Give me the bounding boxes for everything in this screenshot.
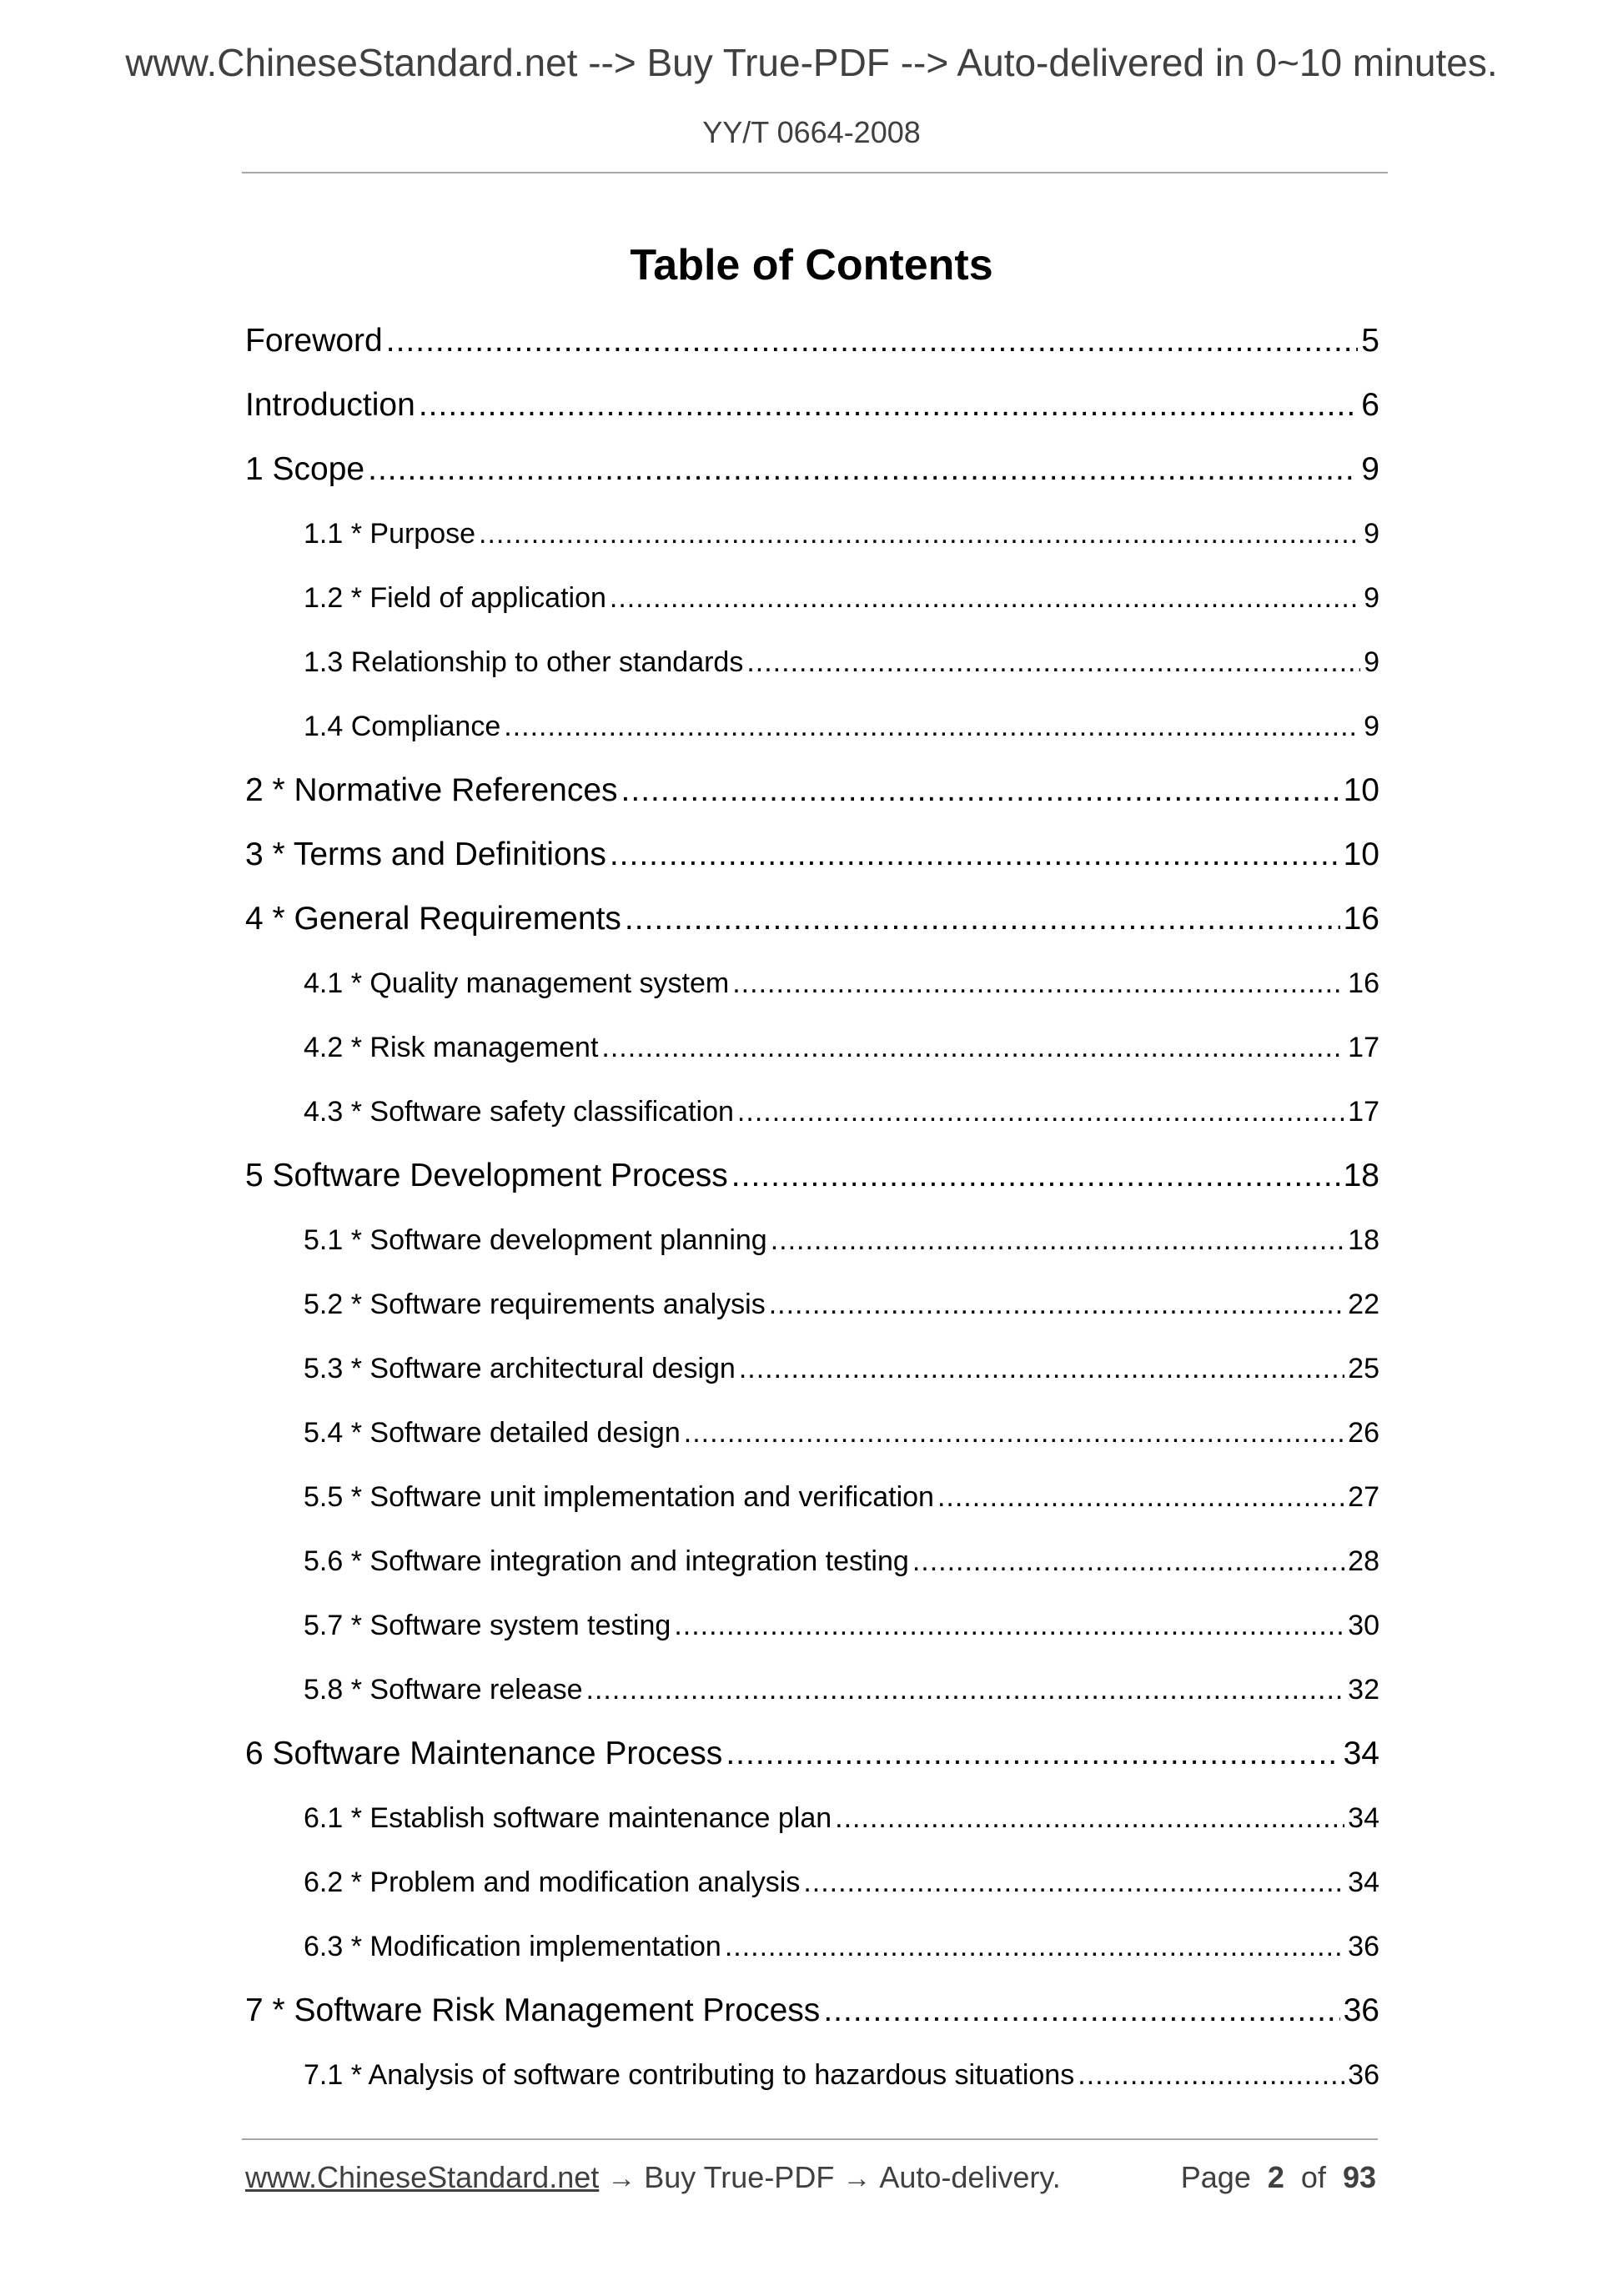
dot-leader	[610, 570, 1360, 625]
toc-entry-page: 9	[1361, 451, 1379, 487]
toc-entry[interactable]	[245, 1726, 1379, 1791]
dot-leader	[726, 1726, 1339, 1781]
toc-entry-label: 1.1 * Purpose	[304, 518, 476, 550]
top-banner: www.ChineseStandard.net --> Buy True-PDF --> Auto-delivered in 0~10 minutes.	[125, 41, 1498, 84]
toc-entry[interactable]	[245, 1148, 1379, 1213]
footer-promo	[245, 2160, 1061, 2195]
toc-entry-label: 6.2 * Problem and modification analysis	[304, 1866, 801, 1898]
toc-subentry[interactable]	[245, 2047, 1379, 2112]
toc-entry-label: 1.4 Compliance	[304, 711, 501, 742]
toc-entry-label: 5 Software Development Process	[245, 1158, 728, 1193]
dot-leader	[1078, 2047, 1344, 2103]
toc-entry-label: 6.1 * Establish software maintenance plan	[304, 1802, 832, 1834]
toc-entry-page: 17	[1348, 1096, 1379, 1128]
toc-entry-label: 2 * Normative References	[245, 772, 618, 808]
dot-leader	[674, 1598, 1344, 1653]
dot-leader	[739, 1341, 1344, 1396]
dot-leader	[823, 1983, 1339, 2038]
toc-subentry[interactable]	[245, 1277, 1379, 1341]
toc-entry-page: 16	[1348, 967, 1379, 999]
toc-entry-page: 34	[1348, 1866, 1379, 1898]
dot-leader	[731, 1148, 1340, 1203]
toc-entry-label: 1 Scope	[245, 451, 365, 487]
toc-subentry[interactable]	[245, 635, 1379, 699]
toc-entry-label: 1.3 Relationship to other standards	[304, 646, 744, 678]
toc-entry[interactable]	[245, 1983, 1379, 2047]
toc-entry-label: 7 * Software Risk Management Process	[245, 1992, 821, 2028]
delivery-text: Auto-delivery.	[879, 2160, 1061, 2194]
toc-entry-page: 9	[1364, 582, 1379, 614]
dot-leader	[625, 892, 1340, 947]
toc-entry-label: 1.2 * Field of application	[304, 582, 606, 614]
toc-subentry[interactable]	[245, 1598, 1379, 1662]
toc-subentry[interactable]	[245, 1470, 1379, 1534]
page-word: Page	[1180, 2160, 1251, 2194]
toc-entry-page: 16	[1343, 901, 1379, 937]
toc-entry-label: 6 Software Maintenance Process	[245, 1736, 723, 1771]
standard-code: YY/T 0664-2008	[702, 115, 921, 149]
toc-entry-label: 5.2 * Software requirements analysis	[304, 1289, 766, 1320]
toc-subentry[interactable]	[245, 1919, 1379, 1983]
dot-leader	[386, 314, 1359, 369]
dot-leader	[479, 506, 1360, 561]
dot-leader	[419, 378, 1358, 433]
toc-entry-page: 25	[1348, 1353, 1379, 1384]
toc-subentry[interactable]	[245, 1855, 1379, 1919]
dot-leader	[803, 1855, 1344, 1910]
toc-subentry[interactable]	[245, 1534, 1379, 1598]
toc-subentry[interactable]	[245, 1662, 1379, 1726]
toc-entry-label: 4.2 * Risk management	[304, 1032, 599, 1063]
toc-entry-page: 27	[1348, 1481, 1379, 1513]
toc-entry-page: 9	[1364, 711, 1379, 742]
buy-pdf-text: Buy True-PDF	[644, 2160, 835, 2194]
toc-entry-label: 4.3 * Software safety classification	[304, 1096, 734, 1128]
toc-subentry[interactable]	[245, 1213, 1379, 1277]
total-page-count: 93	[1342, 2160, 1376, 2194]
dot-leader	[601, 1020, 1344, 1075]
toc-entry-label: 5.8 * Software release	[304, 1674, 583, 1706]
toc-entry-label: 5.7 * Software system testing	[304, 1610, 671, 1641]
toc-subentry[interactable]	[245, 1020, 1379, 1084]
toc-entry-label: 4 * General Requirements	[245, 901, 621, 937]
dot-leader	[732, 956, 1344, 1011]
toc-entry-page: 34	[1348, 1802, 1379, 1834]
toc-title: Table of Contents	[630, 241, 993, 289]
toc-entry-label: 3 * Terms and Definitions	[245, 837, 606, 872]
toc-entry[interactable]	[245, 892, 1379, 956]
footer-divider	[242, 2138, 1378, 2140]
toc-entry-page: 10	[1343, 772, 1379, 808]
toc-entry-label: Foreword	[245, 323, 383, 359]
toc-entry-page: 18	[1348, 1224, 1379, 1256]
toc-entry-page: 6	[1361, 387, 1379, 423]
toc-entry-page: 26	[1348, 1417, 1379, 1449]
toc-entry-page: 36	[1343, 1992, 1379, 2028]
dot-leader	[746, 635, 1360, 690]
toc-entry-page: 17	[1348, 1032, 1379, 1063]
arrow-right-icon: →	[842, 2163, 872, 2194]
dot-leader	[684, 1405, 1344, 1460]
toc-entry[interactable]	[245, 314, 1379, 378]
toc-subentry[interactable]	[245, 956, 1379, 1020]
dot-leader	[937, 1470, 1344, 1525]
toc-entry-page: 36	[1348, 2059, 1379, 2091]
website-link[interactable]: www.ChineseStandard.net	[245, 2160, 600, 2194]
toc-subentry[interactable]	[245, 1405, 1379, 1470]
toc-entry-page: 34	[1343, 1736, 1379, 1771]
toc-entry[interactable]	[245, 763, 1379, 827]
toc-entry-page: 9	[1364, 518, 1379, 550]
dot-leader	[912, 1534, 1344, 1589]
toc-entry[interactable]	[245, 827, 1379, 892]
toc-entry[interactable]	[245, 442, 1379, 506]
dot-leader	[725, 1919, 1344, 1974]
toc-subentry[interactable]	[245, 1791, 1379, 1855]
toc-entry-page: 10	[1343, 837, 1379, 872]
toc-entry[interactable]	[245, 378, 1379, 442]
toc-subentry[interactable]	[245, 699, 1379, 763]
toc-subentry[interactable]	[245, 1084, 1379, 1148]
of-word: of	[1300, 2160, 1326, 2194]
dot-leader	[835, 1791, 1344, 1846]
toc-entry-label: 5.4 * Software detailed design	[304, 1417, 681, 1449]
toc-entry-label: 5.6 * Software integration and integration testing	[304, 1545, 909, 1577]
page-footer	[245, 2160, 1376, 2195]
arrow-right-icon: →	[607, 2163, 636, 2194]
toc-entry-page: 9	[1364, 646, 1379, 678]
dot-leader	[504, 699, 1360, 754]
dot-leader	[769, 1277, 1344, 1332]
dot-leader	[737, 1084, 1344, 1139]
toc-entry-page: 30	[1348, 1610, 1379, 1641]
toc-subentry[interactable]	[245, 1341, 1379, 1405]
toc-entry-page: 28	[1348, 1545, 1379, 1577]
table-of-contents	[245, 314, 1379, 2112]
toc-entry-page: 5	[1361, 323, 1379, 359]
dot-leader	[621, 763, 1340, 818]
toc-entry-page: 32	[1348, 1674, 1379, 1706]
toc-entry-page: 18	[1343, 1158, 1379, 1193]
toc-entry-label: 6.3 * Modification implementation	[304, 1931, 721, 1962]
toc-entry-label: 5.1 * Software development planning	[304, 1224, 767, 1256]
toc-entry-label: 5.5 * Software unit implementation and verification	[304, 1481, 934, 1513]
toc-entry-label: 4.1 * Quality management system	[304, 967, 730, 999]
toc-entry-label: Introduction	[245, 387, 415, 423]
current-page-number: 2	[1267, 2160, 1284, 2194]
toc-subentry[interactable]	[245, 570, 1379, 635]
dot-leader	[368, 442, 1358, 497]
dot-leader	[610, 827, 1340, 882]
dot-leader	[771, 1213, 1344, 1268]
toc-entry-page: 22	[1348, 1289, 1379, 1320]
page-counter	[1173, 2160, 1376, 2195]
dot-leader	[586, 1662, 1345, 1717]
toc-entry-page: 36	[1348, 1931, 1379, 1962]
header-divider	[242, 172, 1388, 173]
toc-entry-label: 5.3 * Software architectural design	[304, 1353, 736, 1384]
toc-subentry[interactable]	[245, 506, 1379, 570]
toc-entry-label: 7.1 * Analysis of software contributing to hazardous situations	[304, 2059, 1075, 2091]
